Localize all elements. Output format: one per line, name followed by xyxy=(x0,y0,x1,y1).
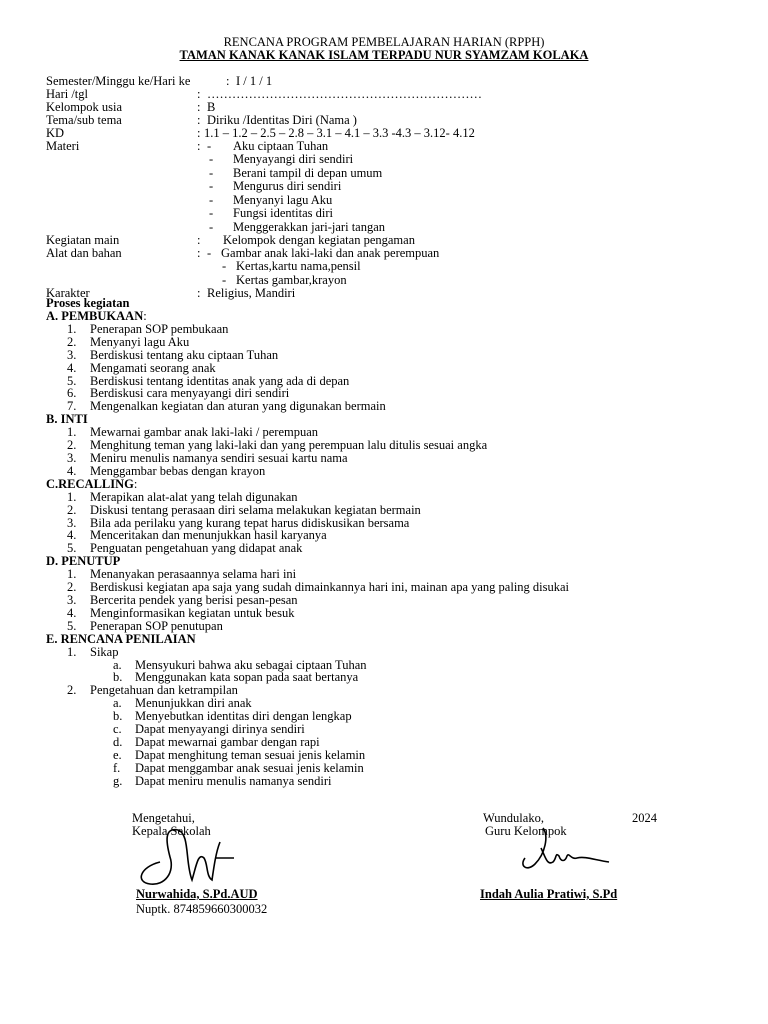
item-letter: d. xyxy=(113,734,123,749)
dash: - xyxy=(209,179,214,193)
item-letter: f. xyxy=(113,760,121,775)
materi-item: Aku ciptaan Tuhan xyxy=(233,139,329,153)
alat-item: Gambar anak laki-laki dan anak perempuan xyxy=(221,246,440,260)
item-text: Menunjukkan diri anak xyxy=(135,696,252,711)
item-number: 4. xyxy=(67,463,77,478)
inti-list xyxy=(46,426,746,478)
heading-text: A. PEMBUKAAN xyxy=(46,309,144,323)
dash: - xyxy=(209,206,214,220)
proses-section xyxy=(46,297,746,788)
item-number: 3. xyxy=(67,593,77,608)
colon: : xyxy=(197,233,201,247)
item-text: Menyanyi lagu Aku xyxy=(90,334,190,349)
materi-item: Fungsi identitas diri xyxy=(233,206,333,220)
left-signature-line2: Kepala Sekolah xyxy=(132,824,211,838)
materi-item: Berani tampil di depan umum xyxy=(233,165,383,180)
item-number: 1. xyxy=(67,322,77,336)
tema-label: Tema/sub tema xyxy=(46,113,122,127)
materi-dash: - xyxy=(207,139,212,153)
item-text: Menginformasikan kegiatan untuk besuk xyxy=(90,605,295,620)
heading-text: C.RECALLING xyxy=(46,476,134,491)
item-number: 5. xyxy=(67,541,77,556)
dash: - xyxy=(209,192,214,207)
item-text: Menanyakan perasaannya selama hari ini xyxy=(90,567,297,582)
list-item xyxy=(46,542,746,555)
alat-item: Kertas,kartu nama,pensil xyxy=(236,259,361,273)
list-item xyxy=(46,620,746,633)
kd-label: KD xyxy=(46,126,65,140)
semester-label: Semester/Minggu ke/Hari ke xyxy=(46,74,191,88)
kd-value: 1.1 – 1.2 – 2.5 – 2.8 – 3.1 – 4.1 – 3.3 -4.3 – 3.12- 4.12 xyxy=(204,126,475,140)
penutup-list xyxy=(46,568,746,632)
item-text: Berdiskusi kegiatan apa saja yang sudah dimainkannya hari ini, mainan apa yang paling disukai xyxy=(90,580,570,595)
section-heading-penutup: D. PENUTUP xyxy=(46,554,121,569)
item-text: Dapat menyayangi dirinya sendiri xyxy=(135,722,305,737)
item-text: Mengamati seorang anak xyxy=(90,360,216,375)
item-text: Penguatan pengetahuan yang didapat anak xyxy=(90,541,303,556)
headmaster-name: Nurwahida, S.Pd.AUD xyxy=(136,887,258,901)
right-signature-line2: Guru Kelompok xyxy=(485,824,567,838)
materi-item: Menyayangi diri sendiri xyxy=(233,152,354,166)
item-text: Mengenalkan kegiatan dan aturan yang digunakan bermain xyxy=(90,399,386,414)
karakter-value: Religius, Mandiri xyxy=(207,286,296,300)
colon: : xyxy=(197,87,201,101)
item-number: 2. xyxy=(67,502,77,517)
materi-item: Mengurus diri sendiri xyxy=(233,179,342,193)
item-number: 5. xyxy=(67,373,77,388)
signature-year: 2024 xyxy=(632,811,657,825)
dash: - xyxy=(207,246,212,260)
item-text: Meniru menulis namanya sendiri sesuai kartu nama xyxy=(90,451,348,466)
meta-row-kelompok xyxy=(46,101,726,114)
list-item xyxy=(46,323,746,336)
item-text: Mensyukuri bahwa aku sebagai ciptaan Tuhan xyxy=(135,657,367,672)
list-item xyxy=(46,349,746,362)
item-text: Menyebutkan identitas diri dengan lengkap xyxy=(135,709,352,724)
section-heading-penilaian: E. RENCANA PENILAIAN xyxy=(46,631,196,646)
dash: - xyxy=(209,152,214,166)
item-text: Dapat menghitung teman sesuai jenis kelamin xyxy=(135,747,366,762)
colon: : xyxy=(197,113,201,127)
item-text: Bercerita pendek yang berisi pesan-pesan xyxy=(90,593,298,608)
item-letter: e. xyxy=(113,747,122,762)
list-item xyxy=(46,775,746,788)
item-number: 2. xyxy=(67,580,77,595)
list-item xyxy=(46,465,746,478)
item-text: Bila ada perilaku yang kurang tepat harus didiskusikan bersama xyxy=(90,515,410,530)
item-number: 2. xyxy=(67,438,77,453)
pengetahuan-list xyxy=(46,697,746,787)
colon: : xyxy=(197,100,201,114)
list-item xyxy=(209,207,726,221)
item-number: 3. xyxy=(67,451,77,466)
item-number: 7. xyxy=(67,399,77,414)
item-number: 1. xyxy=(67,489,77,504)
list-item xyxy=(209,180,726,194)
meta-row-hari xyxy=(46,88,726,101)
tema-value: Diriku /Identitas Diri (Nama ) xyxy=(207,113,357,127)
list-item xyxy=(46,336,746,349)
item-text: Berdiskusi tentang identitas anak yang ada di depan xyxy=(90,373,350,388)
document-title: RENCANA PROGRAM PEMBELAJARAN HARIAN (RPPH) xyxy=(223,35,545,49)
headmaster-signature xyxy=(130,822,250,892)
colon: : xyxy=(197,126,201,140)
list-item xyxy=(46,749,746,762)
item-number: 4. xyxy=(67,605,77,620)
item-text: Dapat menggambar anak sesuai jenis kelamin xyxy=(135,760,364,775)
item-number: 3. xyxy=(67,347,77,362)
left-signature-line1: Mengetahui, xyxy=(132,811,195,825)
kelompok-value: B xyxy=(207,100,216,114)
item-number: 2. xyxy=(67,683,77,698)
semester-value: I / 1 / 1 xyxy=(236,74,273,88)
signature-place: Wundulako, xyxy=(483,811,544,825)
list-item xyxy=(209,194,726,208)
headmaster-nuptk: Nuptk. 874859660300032 xyxy=(136,902,268,916)
school-name: TAMAN KANAK KANAK ISLAM TERPADU NUR SYAMZAM KOLAKA xyxy=(179,48,589,62)
heading-suffix: : xyxy=(133,476,138,491)
item-number: 2. xyxy=(67,334,77,349)
materi-item: Menyanyi lagu Aku xyxy=(233,192,333,207)
item-number: 1. xyxy=(67,425,77,440)
list-item xyxy=(222,274,726,288)
recalling-list xyxy=(46,491,746,555)
materi-item: Menggerakkan jari-jari tangan xyxy=(233,219,386,234)
karakter-label: Karakter xyxy=(46,286,90,300)
meta-row-alat xyxy=(46,247,726,260)
dash: - xyxy=(222,272,227,287)
teacher-name: Indah Aulia Pratiwi, S.Pd xyxy=(480,887,618,901)
meta-row-kd xyxy=(46,127,726,140)
item-number: 6. xyxy=(67,386,77,401)
kegiatan-value: Kelompok dengan kegiatan pengaman xyxy=(223,233,415,247)
item-text: Mewarnai gambar anak laki-laki / perempuan xyxy=(90,425,319,440)
item-text: Berdiskusi tentang aku ciptaan Tuhan xyxy=(90,347,279,362)
item-text: Menggambar bebas dengan krayon xyxy=(90,463,266,478)
dash: - xyxy=(222,259,227,273)
pembukaan-list xyxy=(46,323,746,413)
colon: : xyxy=(197,139,201,153)
section-heading-recalling xyxy=(46,478,746,491)
list-item xyxy=(46,762,746,775)
item-text: Dapat mewarnai gambar dengan rapi xyxy=(135,734,320,749)
sikap-list xyxy=(46,659,746,685)
list-item xyxy=(46,504,746,517)
list-item xyxy=(46,723,746,736)
item-number: 5. xyxy=(67,618,77,633)
list-item xyxy=(46,736,746,749)
item-text: Menggunakan kata sopan pada saat bertanya xyxy=(135,670,359,685)
item-number: 1. xyxy=(67,644,77,659)
list-item xyxy=(209,167,726,181)
colon: : xyxy=(226,74,230,88)
sikap-label: Sikap xyxy=(90,644,119,659)
item-letter: b. xyxy=(113,709,123,724)
item-letter: a. xyxy=(113,657,122,672)
item-letter: b. xyxy=(113,670,123,685)
item-text: Diskusi tentang perasaan diri selama melakukan kegiatan bermain xyxy=(90,502,421,517)
list-item xyxy=(46,362,746,375)
item-text: Penerapan SOP pembukaan xyxy=(90,322,229,336)
section-heading-inti: B. INTI xyxy=(46,412,88,427)
meta-section xyxy=(46,75,726,300)
hari-value: ………………………………………………………… xyxy=(207,87,482,101)
item-text: Dapat meniru menulis namanya sendiri xyxy=(135,773,332,788)
item-letter: c. xyxy=(113,722,122,737)
materi-label: Materi xyxy=(46,139,80,153)
list-item xyxy=(46,491,746,504)
item-text: Merapikan alat-alat yang telah digunakan xyxy=(90,489,298,504)
item-text: Berdiskusi cara menyayangi diri sendiri xyxy=(90,386,290,401)
list-item xyxy=(46,452,746,465)
materi-list xyxy=(46,153,726,234)
kelompok-label: Kelompok usia xyxy=(46,100,123,114)
alat-list xyxy=(46,260,726,287)
proses-title: Proses kegiatan xyxy=(46,296,130,310)
item-letter: a. xyxy=(113,696,122,711)
item-number: 3. xyxy=(67,515,77,530)
item-number: 4. xyxy=(67,528,77,543)
list-item xyxy=(222,260,726,274)
list-item xyxy=(46,607,746,620)
item-text: Menghitung teman yang laki-laki dan yang perempuan lalu ditulis sesuai angka xyxy=(90,438,488,453)
list-item xyxy=(209,221,726,235)
kegiatan-label: Kegiatan main xyxy=(46,233,120,247)
item-text: Menceritakan dan menunjukkan hasil karyanya xyxy=(90,528,327,543)
hari-label: Hari /tgl xyxy=(46,87,89,101)
teacher-signature xyxy=(505,826,615,886)
item-number: 4. xyxy=(67,360,77,375)
list-item xyxy=(209,153,726,167)
dash: - xyxy=(209,219,214,234)
alat-label: Alat dan bahan xyxy=(46,246,122,260)
meta-row-materi xyxy=(46,140,726,153)
pengetahuan-label: Pengetahuan dan ketrampilan xyxy=(90,683,238,698)
item-letter: g. xyxy=(113,773,123,788)
list-item xyxy=(46,646,746,659)
item-text: Penerapan SOP penutupan xyxy=(90,618,223,633)
heading-suffix: : xyxy=(143,309,147,323)
colon: : xyxy=(197,286,201,300)
item-number: 1. xyxy=(67,567,77,582)
alat-item: Kertas gambar,krayon xyxy=(236,272,347,287)
dash: - xyxy=(209,165,214,180)
list-item xyxy=(46,400,746,413)
list-item xyxy=(46,594,746,607)
colon: : xyxy=(197,246,201,260)
